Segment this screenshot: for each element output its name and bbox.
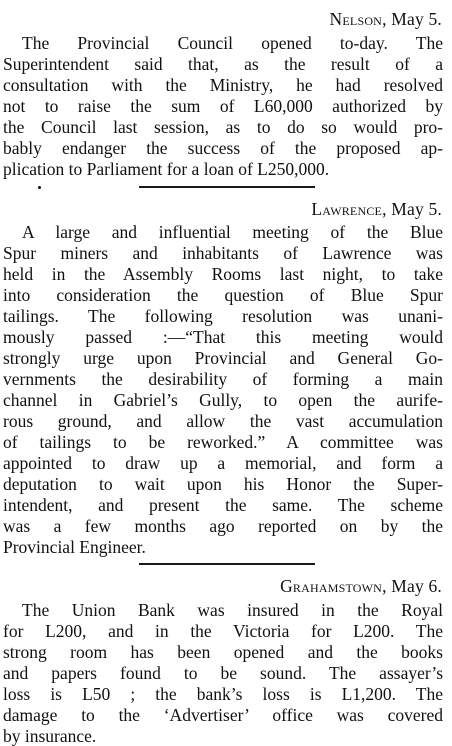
article-line: vernments the desirability of forming a main	[3, 369, 443, 389]
dateline-date: , May 5.	[382, 199, 442, 219]
article-line: was a few months ago reported on by the	[3, 516, 443, 536]
article-line: The Provincial Council opened to-day. The	[22, 33, 443, 53]
dateline-lawrence	[311, 199, 442, 219]
article-line: bably endanger the success of the proposed ap-	[3, 138, 443, 158]
article-line: held in the Assembly Rooms last night, to take	[3, 264, 443, 284]
dateline-place: Lawrence	[311, 199, 383, 219]
article-line: by insurance.	[3, 726, 97, 746]
dateline-date: , May 5.	[382, 9, 442, 29]
dateline-date: , May 6.	[382, 576, 442, 596]
article-line: of tailings to be reworked.” A committee was	[3, 432, 443, 452]
article-line: consultation with the Ministry, he had resolved	[3, 75, 443, 95]
article-line: Provincial Engineer.	[3, 537, 146, 557]
article-line: appointed to draw up a memorial, and form a	[3, 453, 443, 473]
article-line: tailings. The following resolution was unani-	[3, 306, 443, 326]
article-line: plication to Parliament for a loan of L250,000.	[3, 159, 330, 179]
dateline-nelson	[330, 9, 442, 29]
dateline-place: Nelson	[329, 9, 383, 29]
article-line: and papers found to be sound. The assayer’s	[3, 663, 443, 683]
article-line: Spur miners and inhabitants of Lawrence was	[3, 243, 443, 263]
section-divider	[139, 186, 315, 188]
article-line: channel in Gabriel’s Gully, to open the aurife-	[3, 390, 443, 410]
article-line: not to raise the sum of L60,000 authorized by	[3, 96, 443, 116]
dateline-place: Grahamstown	[280, 576, 383, 596]
article-line: strong room has been opened and the books	[3, 642, 443, 662]
article-line: The Union Bank was insured in the Royal	[22, 600, 443, 620]
ink-speck	[38, 186, 41, 189]
section-divider	[139, 563, 315, 565]
article-line: loss is L50 ; the bank’s loss is L1,200. The	[3, 684, 443, 704]
article-line: mously passed :—“That this meeting would	[3, 327, 443, 347]
article-line: A large and influential meeting of the Blue	[22, 222, 443, 242]
article-line: for L200, and in the Victoria for L200. The	[3, 621, 443, 641]
article-line: damage to the ‘Advertiser’ office was covered	[3, 705, 443, 725]
article-line: strongly urge upon Provincial and General Go-	[3, 348, 443, 368]
dateline-grahamstown	[280, 576, 442, 596]
article-line: into consideration the question of Blue Spur	[3, 285, 443, 305]
article-line: the Council last session, as to do so would pro-	[3, 117, 443, 137]
article-line: intendent, and present the same. The scheme	[3, 495, 443, 515]
article-line: deputation to wait upon his Honor the Super-	[3, 474, 443, 494]
article-line: Superintendent said that, as the result of a	[3, 54, 443, 74]
article-line: rous ground, and allow the vast accumulation	[3, 411, 443, 431]
